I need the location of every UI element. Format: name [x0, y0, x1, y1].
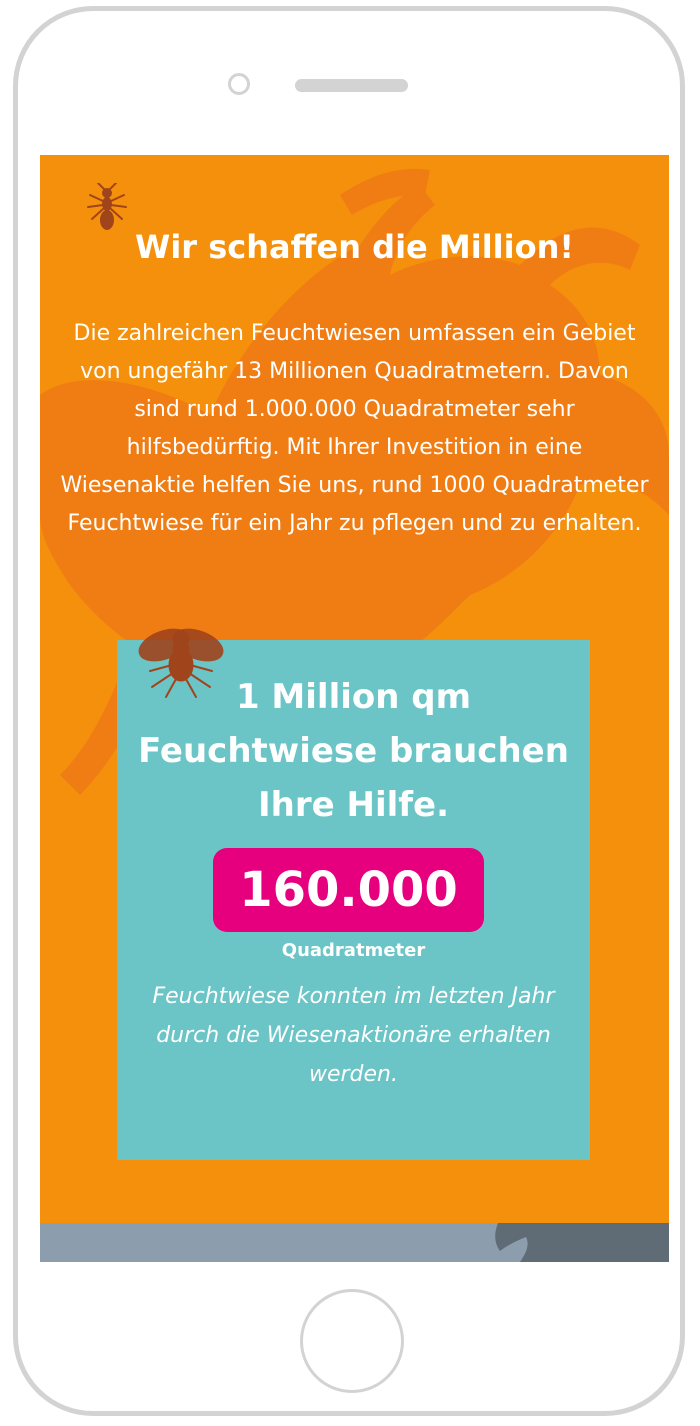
- next-section-preview: [40, 1223, 669, 1262]
- card-title: 1 Million qm Feuchtwiese brauchen Ihre Hilfe.: [138, 677, 569, 825]
- counter-unit: Quadratmeter: [281, 940, 426, 961]
- screen: [40, 155, 669, 1262]
- counter-badge: 160.000: [213, 848, 484, 932]
- progress-card: [117, 640, 590, 1160]
- fly-icon: [136, 621, 226, 701]
- section-intro: Die zahlreichen Feuchtwiesen umfassen ein Gebiet von ungefähr 13 Millionen Quadratmetern. Davon sind rund 1.000.000 Quadratmeter sehr hilfsbedürftig. Mit Ihrer Investition in eine Wiesenaktie helfen Sie uns, rund 1000 Quadratmeter Feuchtwiese für ein Jahr zu pflegen und zu erhalten.: [60, 321, 649, 536]
- camera-dot: [228, 73, 250, 95]
- next-section-silhouette: [490, 1223, 669, 1262]
- speaker-grille: [295, 79, 408, 92]
- section-headline: Wir schaffen die Million!: [135, 228, 574, 266]
- home-button[interactable]: [300, 1289, 404, 1393]
- phone-frame: [13, 6, 685, 1416]
- card-description: Feuchtwiese konnten im letzten Jahr durch die Wiesenaktionäre erhalten werden.: [152, 984, 555, 1087]
